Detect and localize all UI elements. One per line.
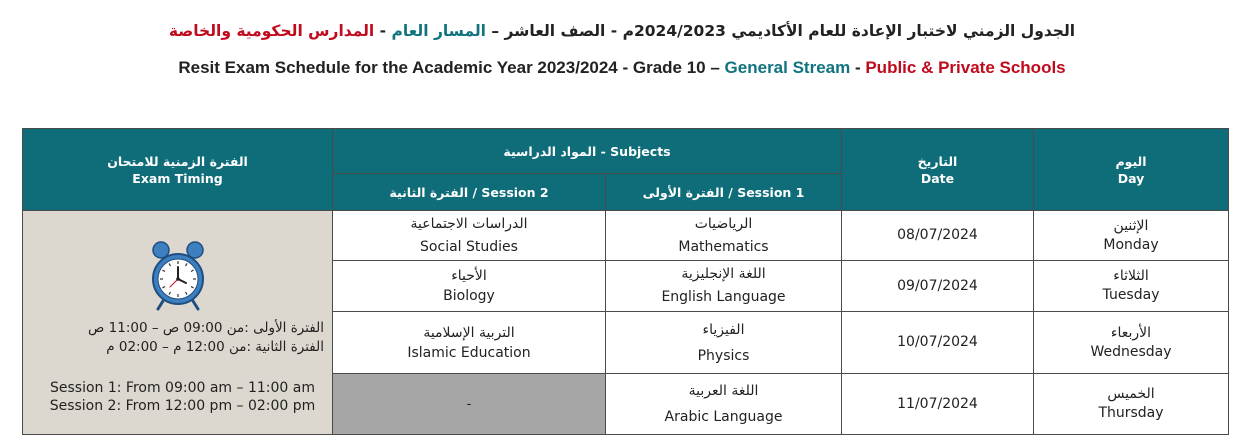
- day-en: Wednesday: [1090, 343, 1172, 360]
- session-1-cell: [606, 261, 842, 312]
- title-ar-stream: المسار العام: [391, 22, 486, 40]
- timing-en-session-2: Session 2: From 12:00 pm – 02:00 pm: [49, 397, 316, 414]
- subject-en: Physics: [697, 347, 750, 364]
- header-date-en: Date: [920, 170, 955, 186]
- date-cell: 11/07/2024: [842, 374, 1034, 435]
- day-en: Thursday: [1098, 405, 1164, 421]
- session-1-cell: [606, 211, 842, 261]
- exam-timing-cell: [23, 211, 333, 435]
- session-2-cell: [333, 211, 606, 261]
- title-ar-separator: -: [374, 22, 392, 40]
- header-date: [842, 129, 1034, 211]
- date-cell: 10/07/2024: [842, 312, 1034, 374]
- date-cell: 09/07/2024: [842, 261, 1034, 312]
- header-exam-timing: [23, 129, 333, 211]
- alarm-clock-icon: [148, 239, 208, 311]
- title-en-main: Resit Exam Schedule for the Academic Year 2023/2024 - Grade 10 –: [178, 58, 725, 77]
- subject-en: Mathematics: [678, 238, 769, 255]
- title-english: [0, 58, 1244, 78]
- subject-en: Arabic Language: [664, 409, 783, 425]
- timing-english: [23, 379, 332, 415]
- timing-ar-session-1: الفترة الأولى :من 09:00 ص – 11:00 ص: [88, 319, 324, 336]
- subject-en: Social Studies: [420, 238, 518, 255]
- subject-ar: اللغة العربية: [688, 383, 759, 399]
- timing-en-session-1: Session 1: From 09:00 am – 11:00 am: [49, 379, 315, 396]
- title-en-stream: General Stream: [724, 58, 851, 77]
- table-row: [23, 211, 1229, 261]
- subject-ar: اللغة الإنجليزية: [681, 266, 766, 282]
- header-subjects-label: المواد الدراسية - Subjects: [503, 143, 671, 159]
- day-en: Tuesday: [1102, 287, 1160, 303]
- header-session-1: [606, 174, 842, 211]
- title-en-schools: Public & Private Schools: [865, 58, 1066, 77]
- header-day: [1034, 129, 1229, 211]
- title-ar-schools: المدارس الحكومية والخاصة: [168, 22, 375, 40]
- header-day-en: Day: [1117, 170, 1145, 186]
- header-timing-ar: الفترة الزمنية للامتحان: [107, 153, 248, 169]
- subject-en: Islamic Education: [407, 344, 531, 361]
- title-ar-main: الجدول الزمني لاختبار الإعادة للعام الأكاديمي 2024/2023م - الصف العاشر –: [485, 22, 1076, 40]
- day-cell: [1034, 261, 1229, 312]
- header-session-2-label: الفترة الثانية / Session 2: [389, 184, 549, 200]
- day-cell: [1034, 211, 1229, 261]
- subject-ar: الأحياء: [451, 268, 487, 284]
- header-timing-en: Exam Timing: [132, 170, 223, 186]
- date-cell: 08/07/2024: [842, 211, 1034, 261]
- session-2-cell: [333, 261, 606, 312]
- day-ar: الثلاثاء: [1113, 268, 1149, 284]
- day-cell: [1034, 374, 1229, 435]
- header-session-1-label: الفترة الأولى / Session 1: [642, 184, 805, 200]
- subject-ar: التربية الإسلامية: [423, 324, 515, 341]
- day-ar: الأربعاء: [1110, 324, 1152, 341]
- day-en: Monday: [1103, 236, 1159, 253]
- session-2-empty-cell: -: [333, 374, 606, 435]
- header-session-2: [333, 174, 606, 211]
- day-cell: [1034, 312, 1229, 374]
- subject-en: English Language: [661, 289, 786, 305]
- subject-en: Biology: [443, 288, 495, 304]
- title-arabic: [0, 22, 1244, 40]
- timing-arabic: [23, 319, 332, 357]
- day-ar: الخميس: [1107, 386, 1155, 402]
- exam-schedule-table: [22, 128, 1229, 435]
- subject-ar: الرياضيات: [694, 215, 753, 232]
- subject-ar: الدراسات الاجتماعية: [410, 215, 528, 232]
- timing-ar-session-2: الفترة الثانية :من 12:00 م – 02:00 م: [106, 338, 324, 355]
- header-day-ar: اليوم: [1115, 153, 1147, 169]
- day-ar: الإثنين: [1113, 217, 1149, 234]
- header-subjects: [333, 129, 842, 174]
- header-date-ar: التاريخ: [917, 153, 958, 169]
- title-en-separator: -: [850, 58, 866, 77]
- session-2-cell: [333, 312, 606, 374]
- session-1-cell: [606, 374, 842, 435]
- session-1-cell: [606, 312, 842, 374]
- subject-ar: الفيزياء: [702, 321, 745, 338]
